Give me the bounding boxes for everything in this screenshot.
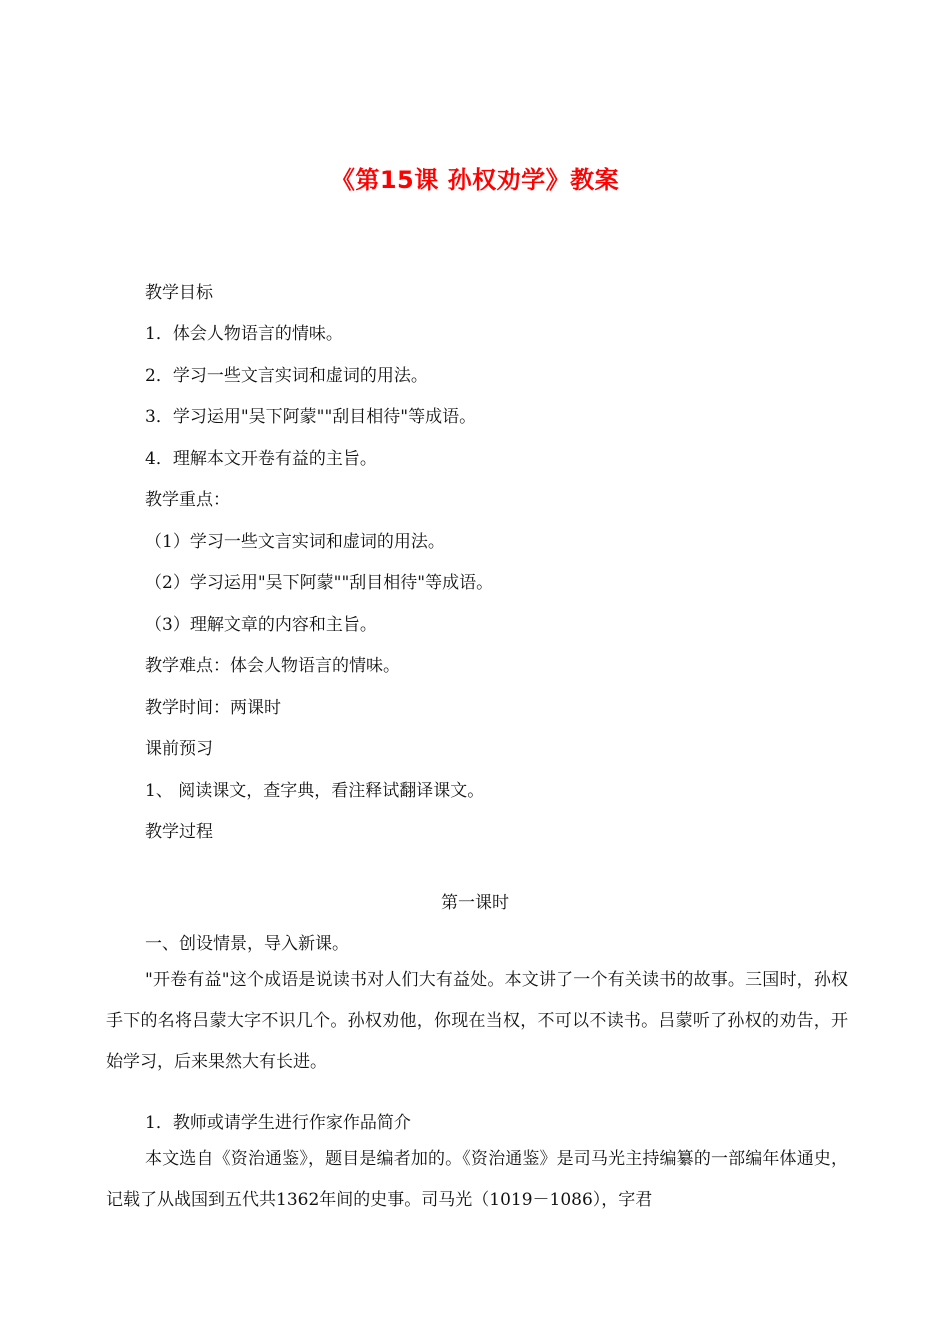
preview-heading: 课前预习 (145, 739, 213, 759)
key-point-item: （3）理解文章的内容和主旨。 (145, 615, 377, 635)
author-paragraph: 本文选自《资治通鉴》，题目是编者加的。《资治通鉴》是司马光主持编纂的一部编年体通史，记载了从战国到五代共1362年间的史事。司马光（1019－1086），字君 (106, 1149, 848, 1210)
time-line: 教学时间：两课时 (145, 698, 281, 718)
objective-item: 1．体会人物语言的情味。 (145, 324, 343, 344)
step-one-heading: 1．教师或请学生进行作家作品简介 (145, 1113, 411, 1133)
preview-item: 1、 阅读课文，查字典，看注释试翻译课文。 (145, 781, 485, 801)
difficulty-line: 教学难点：体会人物语言的情味。 (145, 656, 400, 676)
objective-item: 3．学习运用"吴下阿蒙""刮目相待"等成语。 (145, 407, 477, 427)
key-points-heading: 教学重点： (145, 490, 230, 510)
process-heading: 教学过程 (145, 822, 213, 842)
objectives-heading: 教学目标 (145, 283, 213, 303)
document-title: 《第15课 孙权劝学》教案 (330, 166, 620, 194)
section-one-heading: 一、创设情景，导入新课。 (145, 934, 349, 954)
key-point-item: （2）学习运用"吴下阿蒙""刮目相待"等成语。 (145, 573, 494, 593)
lesson-one-heading: 第一课时 (441, 893, 509, 913)
key-point-item: （1）学习一些文言实词和虚词的用法。 (145, 532, 445, 552)
intro-paragraph: "开卷有益"这个成语是说读书对人们大有益处。本文讲了一个有关读书的故事。三国时，孙权手下的名将吕蒙大字不识几个。孙权劝他，你现在当权，不可以不读书。吕蒙听了孙权的劝告，开始学习，后来果然大有长进。 (106, 970, 848, 1072)
objective-item: 2．学习一些文言实词和虚词的用法。 (145, 366, 428, 386)
objective-item: 4．理解本文开卷有益的主旨。 (145, 449, 377, 469)
